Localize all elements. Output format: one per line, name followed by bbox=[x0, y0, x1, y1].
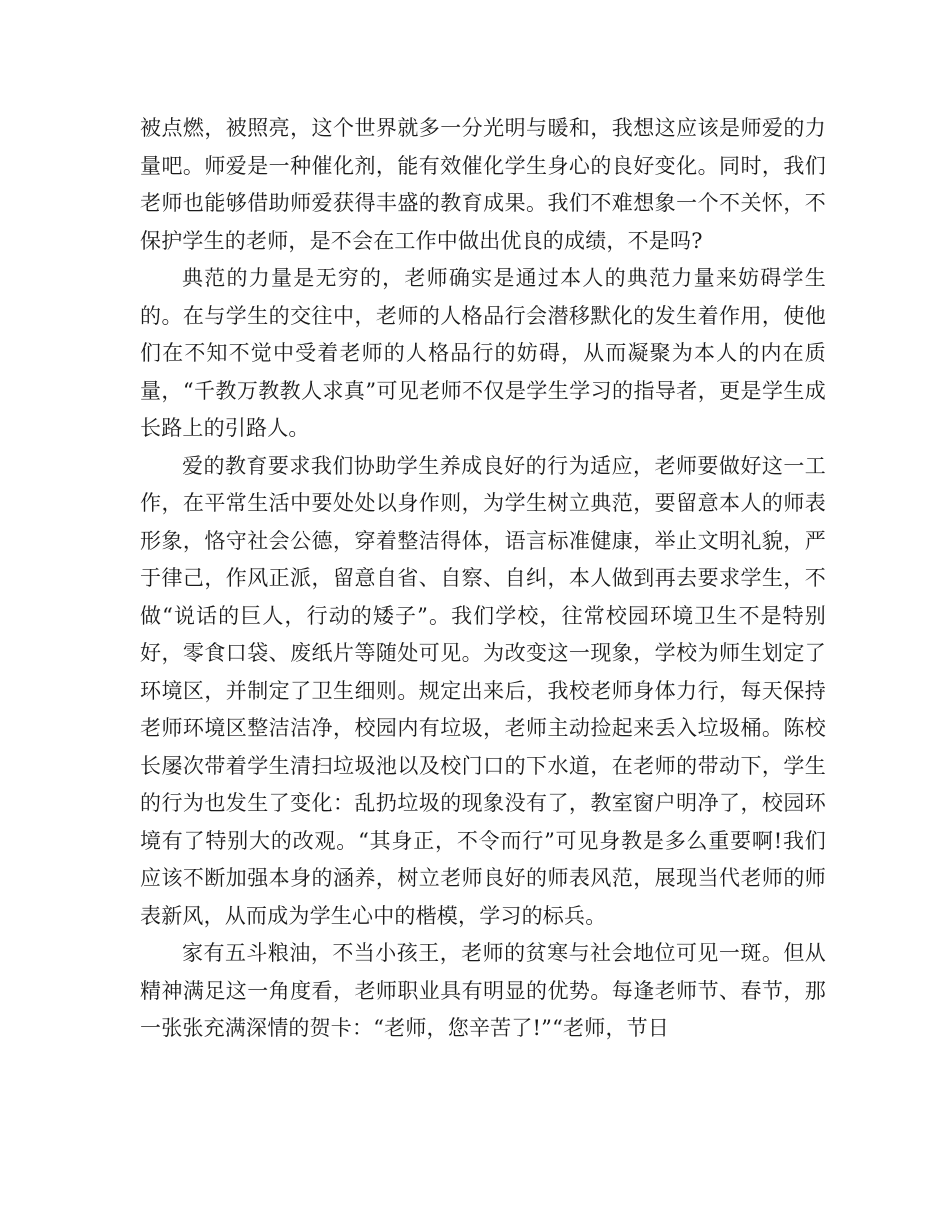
paragraph-continuation: 被点燃，被照亮，这个世界就多一分光明与暖和，我想这应该是师爱的力量吧。师爱是一种催化剂，能有效催化学生身心的良好变化。同时，我们老师也能够借助师爱获得丰盛的教育成果。我们不难想象一个不关怀，不保护学生的老师，是不会在工作中做出优良的成绩，不是吗? bbox=[140, 116, 826, 253]
paragraph-role-model: 典范的力量是无穷的，老师确实是通过本人的典范力量来妨碍学生的。在与学生的交往中，老师的人格品行会潜移默化的发生着作用，使他们在不知不觉中受着老师的人格品行的妨碍，从而凝聚为本人的内在质量，“千教万教教人求真”可见老师不仅是学生学习的指导者，更是学生成长路上的引路人。 bbox=[140, 266, 826, 440]
document-page bbox=[140, 110, 826, 1048]
paragraph-teacher-profession: 家有五斗粮油，不当小孩王，老师的贫寒与社会地位可见一斑。但从精神满足这一角度看，老师职业具有明显的优势。每逢老师节、春节，那一张张充满深情的贺卡：“老师，您辛苦了!”“老师，节日 bbox=[140, 941, 826, 1040]
paragraph-love-education: 爱的教育要求我们协助学生养成良好的行为适应，老师要做好这一工作，在平常生活中要处处以身作则，为学生树立典范，要留意本人的师表形象，恪守社会公德，穿着整洁得体，语言标准健康，举止文明礼貌，严于律己，作风正派，留意自省、自察、自纠，本人做到再去要求学生，不做“说话的巨人，行动的矮子”。我们学校，往常校园环境卫生不是特别好，零食口袋、废纸片等随处可见。为改变这一现象，学校为师生划定了环境区，并制定了卫生细则。规定出来后，我校老师身体力行，每天保持老师环境区整洁洁净，校园内有垃圾，老师主动捡起来丢入垃圾桶。陈校长屡次带着学生清扫垃圾池以及校门口的下水道，在老师的带动下，学生的行为也发生了变化：乱扔垃圾的现象没有了，教室窗户明净了，校园环境有了特别大的改观。“其身正，不令而行”可见身教是多么重要啊!我们应该不断加强本身的涵养，树立老师良好的师表风范，展现当代老师的师表新风，从而成为学生心中的楷模，学习的标兵。 bbox=[140, 453, 826, 928]
